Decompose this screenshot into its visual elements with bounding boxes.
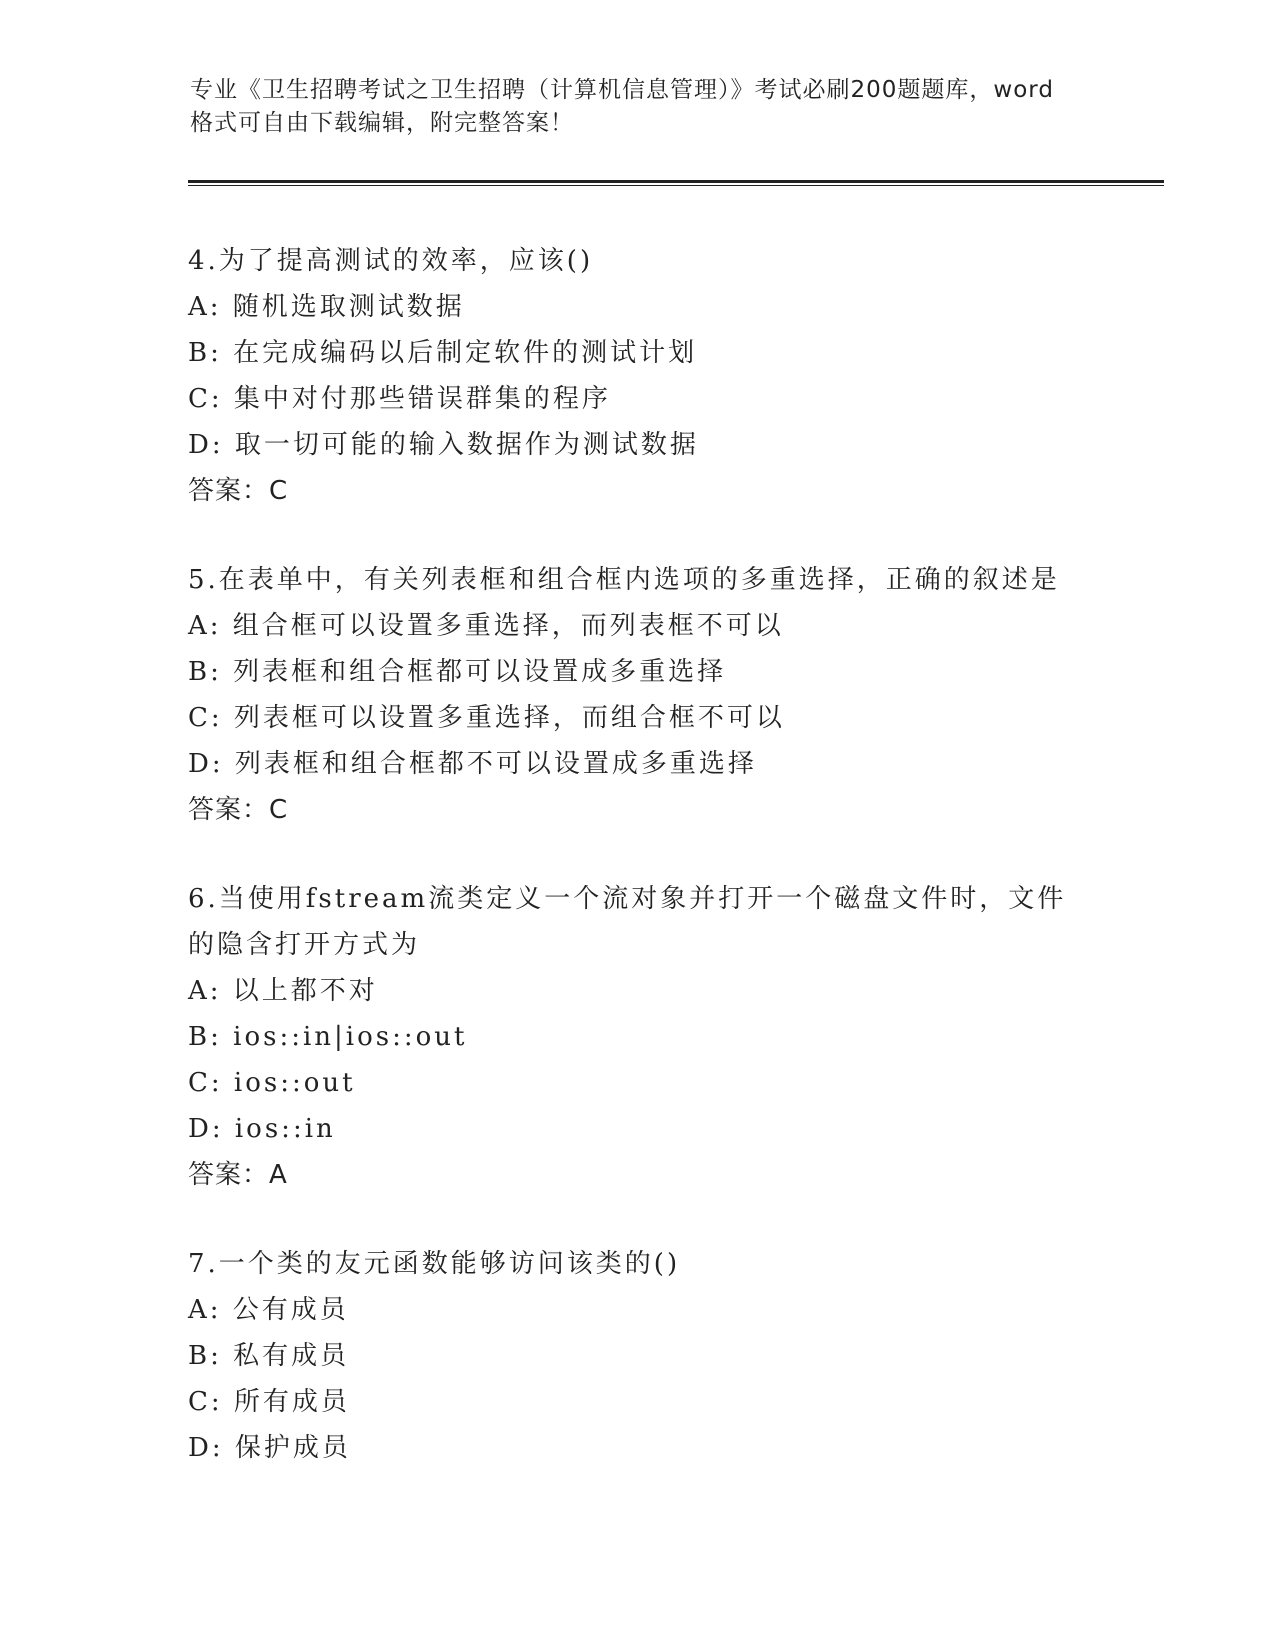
question-item [188,876,1088,1198]
question-text: 7.一个类的友元函数能够访问该类的() [188,1249,681,1279]
question-item [188,238,1088,514]
answer-line: 答案：C [188,476,289,506]
question-text: 5.在表单中，有关列表框和组合框内选项的多重选择，正确的叙述是 [188,565,1060,595]
option-b: B: 列表框和组合框都可以设置成多重选择 [188,657,727,687]
question-item [188,557,1088,833]
document-header [190,74,1090,140]
header-line-2: 格式可自由下载编辑，附完整答案！ [190,110,574,136]
question-item [188,1241,1088,1471]
option-a: A: 公有成员 [188,1295,349,1325]
option-d: D: ios::in [188,1114,336,1144]
option-a: A: 组合框可以设置多重选择，而列表框不可以 [188,611,784,641]
header-divider-thin [188,185,1164,186]
option-a: A: 以上都不对 [188,976,378,1006]
question-list [188,238,1088,1514]
option-b: B: 在完成编码以后制定软件的测试计划 [188,338,698,368]
answer-line: 答案：A [188,1160,288,1190]
option-d: D: 取一切可能的输入数据作为测试数据 [188,430,699,460]
header-divider-thick [188,180,1164,183]
option-d: D: 保护成员 [188,1433,351,1463]
option-d: D: 列表框和组合框都不可以设置成多重选择 [188,749,757,779]
option-c: C: 集中对付那些错误群集的程序 [188,384,611,414]
option-c: C: 列表框可以设置多重选择，而组合框不可以 [188,703,785,733]
option-a: A: 随机选取测试数据 [188,292,465,322]
question-text: 4.为了提高测试的效率，应该() [188,246,594,276]
option-b: B: ios::in|ios::out [188,1022,468,1052]
option-b: B: 私有成员 [188,1341,350,1371]
option-c: C: ios::out [188,1068,356,1098]
question-text: 6.当使用fstream流类定义一个流对象并打开一个磁盘文件时，文件 的隐含打开方式为 [188,884,1067,960]
answer-line: 答案：C [188,795,289,825]
option-c: C: 所有成员 [188,1387,350,1417]
header-line-1: 专业《卫生招聘考试之卫生招聘（计算机信息管理）》考试必刷200题题库，word [190,77,1054,103]
